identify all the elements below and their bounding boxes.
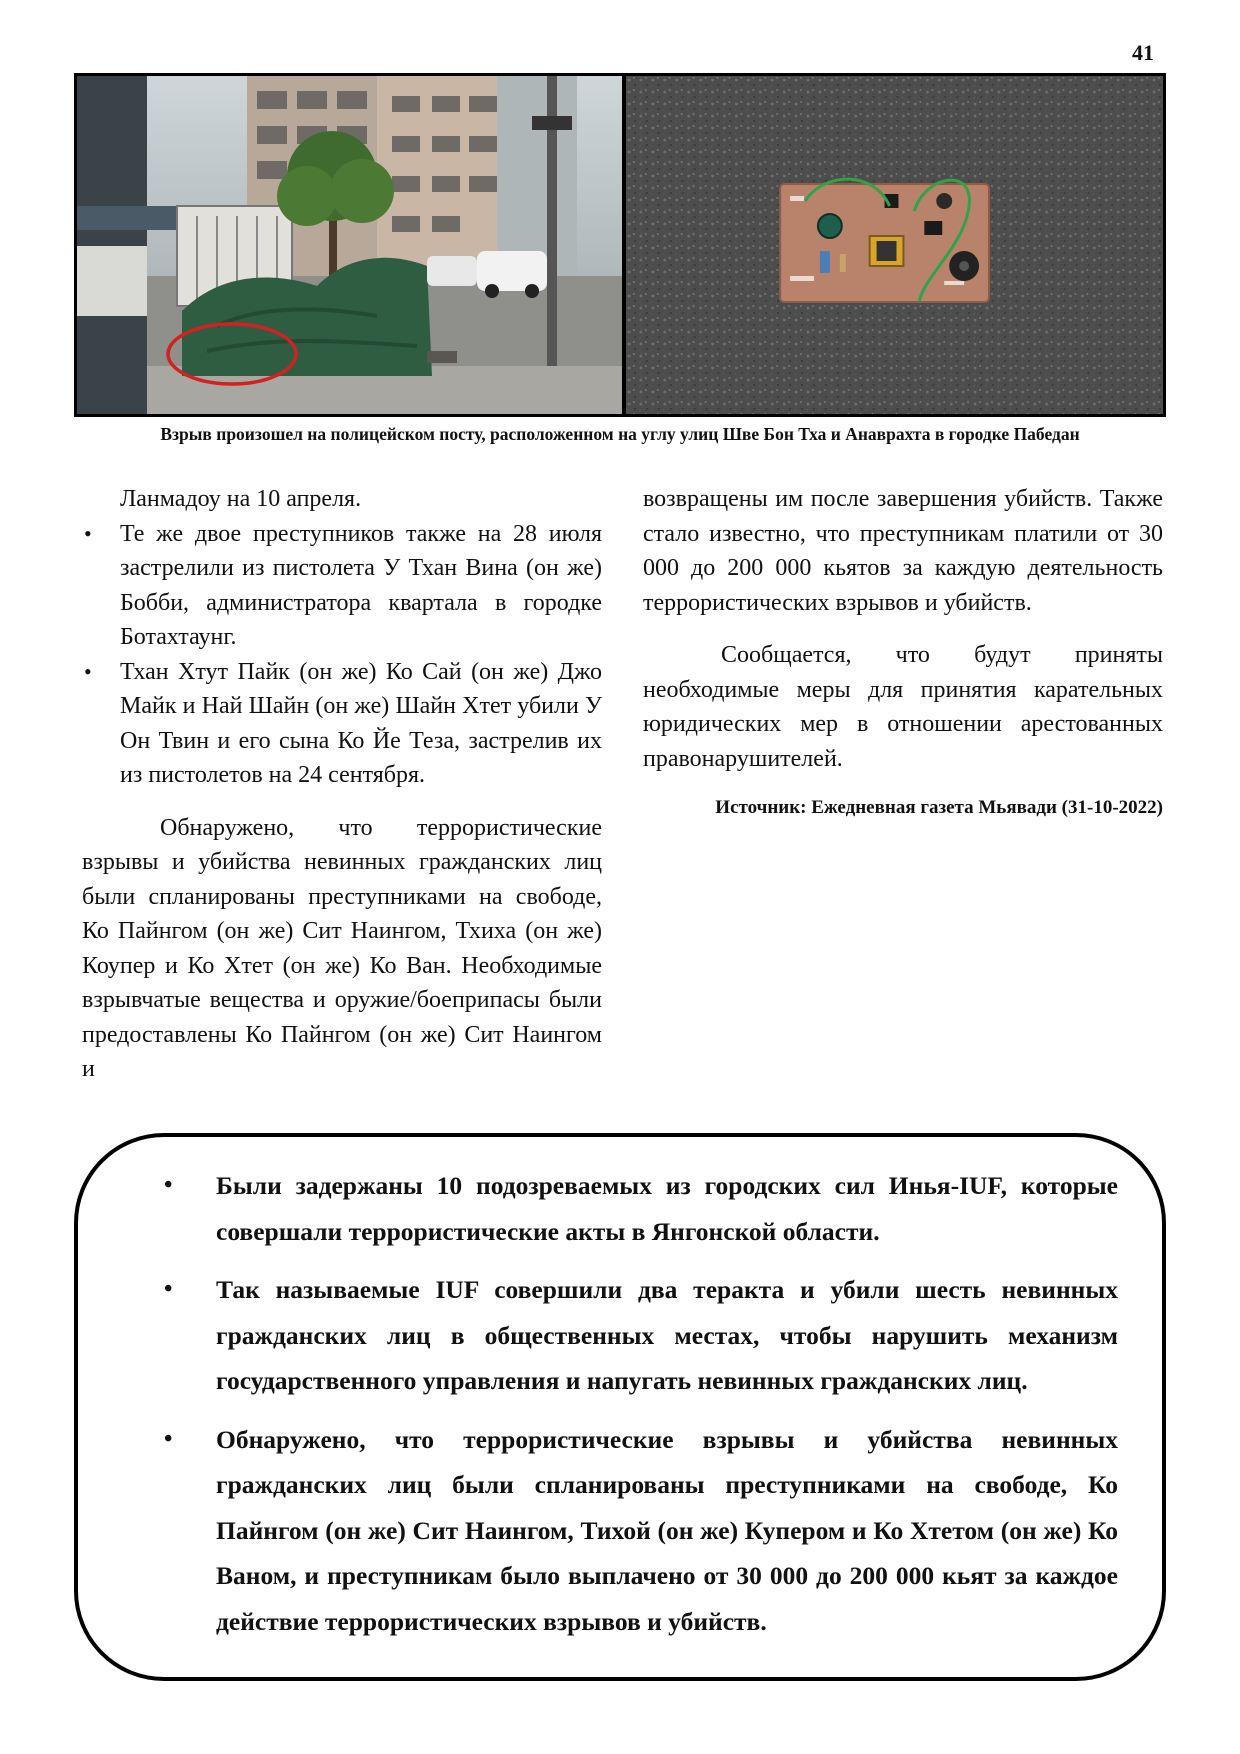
circuit-board-photo (626, 76, 1163, 414)
body-paragraph: Сообщается, что будут приняты необходимые меры для принятия карательных юридических мер в отношении арестованных правонарушителей. (643, 642, 1163, 772)
left-column (82, 482, 602, 1087)
list-item: • Тхан Хтут Пайк (он же) Ко Сай (он же) Джо Майк и Най Шайн (он же) Шайн Хтет убили У Он Твин и его сына Ко Йе Теза, застрелив их из пистолетов на 24 сентября. (82, 655, 602, 793)
bullet-list (82, 517, 602, 793)
body-paragraph: возвращены им после завершения убийств. Также стало известно, что преступникам платили от 30 000 до 200 000 кьятов за каждую деятельность террористических взрывов и убийств. (643, 486, 1163, 616)
list-item: • Так называемые IUF совершили два теракта и убили шесть невинных гражданских лиц в общественных местах, чтобы нарушить механизм государственного управления и напугать невинных гражданских лиц. (144, 1267, 1118, 1404)
body-paragraph: Обнаружено, что террористические взрывы и убийства невинных гражданских лиц были спланированы преступниками на свободе, Ко Пайнгом (он же) Сит Наингом, Тхиха (он же) Коупер и Ко Хтет (он же) Ко Ван. Необходимые взрывчатые вещества и оружие/боеприпасы были предоставлены Ко Пайнгом (он же) Сит Наингом и (82, 814, 602, 1082)
right-column (643, 482, 1163, 820)
circuit-board-illustration (626, 76, 1163, 414)
continuation-text: Ланмадоу на 10 апреля. (120, 486, 362, 512)
street-police-post-photo (77, 76, 626, 414)
source-citation: Источник: Ежедневная газета Мьявади (31-10-2022) (715, 797, 1163, 818)
photo-frame (74, 73, 1166, 417)
summary-box (74, 1133, 1166, 1681)
page-number: 41 (1132, 40, 1154, 65)
list-item: • Были задержаны 10 подозреваемых из городских сил Инья-IUF, которые совершали террористические акты в Янгонской области. (144, 1163, 1118, 1254)
photo-caption: Взрыв произошел на полицейском посту, расположенном на углу улиц Шве Бон Тха и Анаврахта в городке Пабедан (160, 424, 1080, 444)
list-item: • Обнаружено, что террористические взрывы и убийства невинных гражданских лиц были спланированы преступниками на свободе, Ко Пайнгом (он же) Сит Наингом, Тихой (он же) Купером и Ко Хтетом (он же) Ко Ваном, и преступникам было выплачено от 30 000 до 200 000 кьят за каждое действие террористических взрывов и убийств. (144, 1417, 1118, 1645)
street-scene-illustration (77, 76, 622, 414)
summary-list (144, 1163, 1118, 1644)
list-item: • Те же двое преступников также на 28 июля застрелили из пистолета У Тхан Вина (он же) Бобби, администратора квартала в городке Ботахтаунг. (82, 517, 602, 655)
